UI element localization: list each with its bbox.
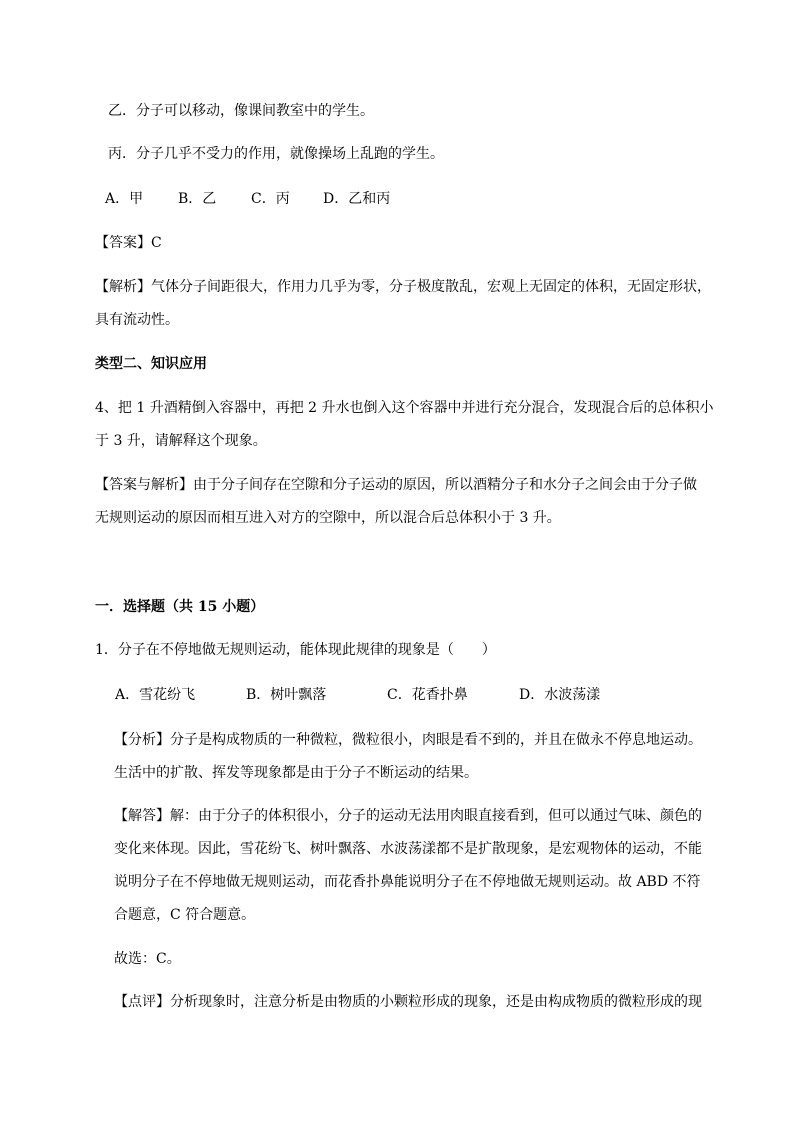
answer-explanation-line-1: 【答案与解析】由于分子间存在空隙和分子运动的原因，所以酒精分子和水分子之间会由于分子做 bbox=[95, 477, 697, 493]
option-d: D．乙和丙 bbox=[323, 191, 391, 207]
dianping-line-1: 【点评】分析现象时，注意分析是由物质的小颗粒形成的现象，还是由构成物质的微粒形成的现 bbox=[114, 994, 702, 1010]
option-a: A．甲 bbox=[105, 191, 144, 207]
statement-bing: 丙．分子几乎不受力的作用，就像操场上乱跑的学生。 bbox=[108, 146, 444, 162]
statement-yi: 乙．分子可以移动，像课间教室中的学生。 bbox=[108, 103, 374, 119]
fenxi-line-2: 生活中的扩散、挥发等现象都是由于分子不断运动的结果。 bbox=[114, 765, 478, 781]
jieda-line-1: 【解答】解：由于分子的体积很小，分子的运动无法用肉眼直接看到，但可以通过气味、颜色的 bbox=[114, 808, 702, 824]
q1-option-a: A．雪花纷飞 bbox=[115, 687, 196, 703]
gu-xuan-line: 故选：C。 bbox=[114, 951, 181, 967]
q1-option-c: C．花香扑鼻 bbox=[387, 687, 468, 703]
question-4-line-1: 4、把 1 升酒精倒入容器中，再把 2 升水也倒入这个容器中并进行充分混合，发现混合后的总体积小 bbox=[95, 400, 714, 416]
question-4-line-2: 于 3 升，请解释这个现象。 bbox=[95, 433, 267, 449]
q1-option-b: B．树叶飘落 bbox=[246, 687, 327, 703]
fenxi-line-1: 【分析】分子是构成物质的一种微粒，微粒很小，肉眼是看不到的，并且在做永不停息地运动。 bbox=[114, 732, 702, 748]
answer-explanation-line-2: 无规则运动的原因而相互进入对方的空隙中，所以混合后总体积小于 3 升。 bbox=[95, 510, 561, 526]
jieda-line-2: 变化来体现。因此，雪花纷飞、树叶飘落、水波荡漾都不是扩散现象，是宏观物体的运动，不能 bbox=[114, 841, 702, 857]
jieda-line-4: 合题意，C 符合题意。 bbox=[114, 907, 256, 923]
option-b: B．乙 bbox=[178, 191, 217, 207]
section-heading-choice: 一．选择题（共 15 小题） bbox=[95, 599, 265, 615]
q1-option-d: D．水波荡漾 bbox=[519, 687, 601, 703]
analysis-line-2: 具有流动性。 bbox=[95, 312, 179, 328]
section-heading-type2: 类型二、知识应用 bbox=[95, 356, 207, 372]
jieda-line-3: 说明分子在不停地做无规则运动，而花香扑鼻能说明分子在不停地做无规则运动。故 ABD 不符 bbox=[114, 874, 701, 890]
analysis-line-1: 【解析】气体分子间距很大，作用力几乎为零，分子极度散乱，宏观上无固定的体积，无固定形状， bbox=[95, 279, 711, 295]
option-c: C．丙 bbox=[251, 191, 290, 207]
question-1-stem: 1．分子在不停地做无规则运动，能体现此规律的现象是（ ） bbox=[95, 642, 496, 658]
answer-line: 【答案】C bbox=[95, 235, 162, 251]
